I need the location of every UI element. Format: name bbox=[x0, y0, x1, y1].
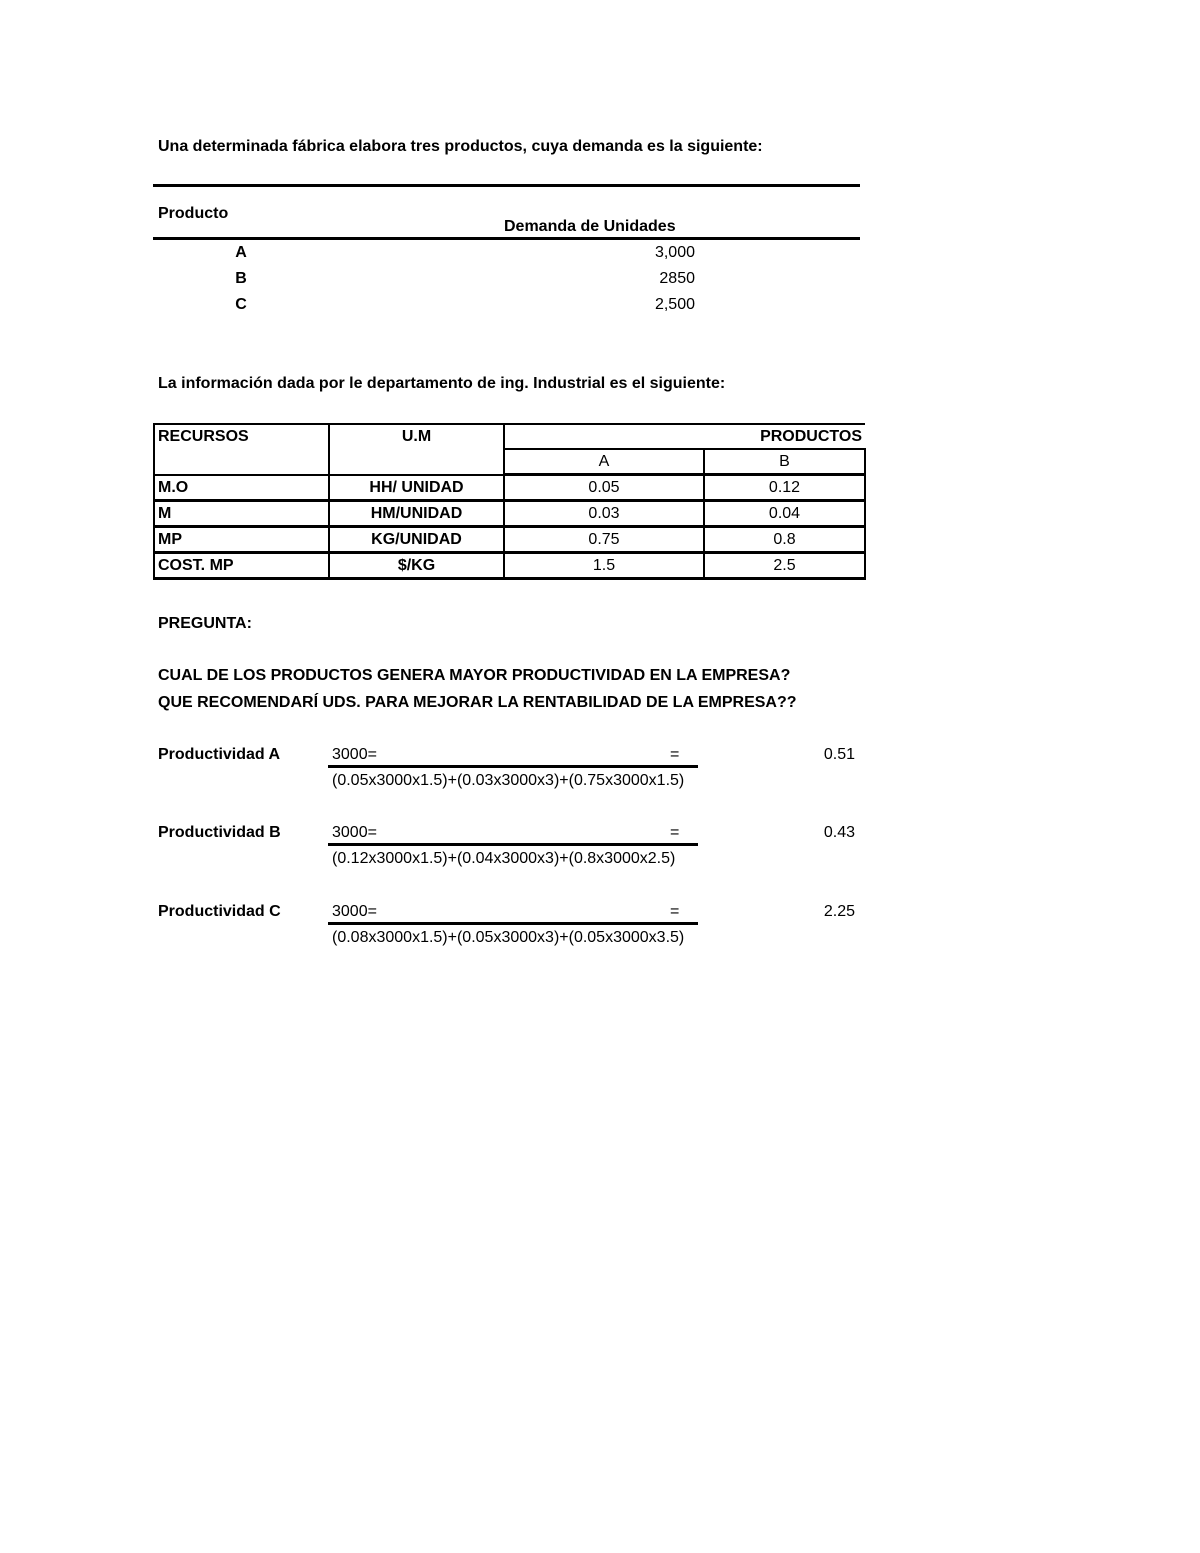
resource-a: 1.5 bbox=[504, 553, 704, 579]
demand-row-value: 2,500 bbox=[654, 296, 695, 313]
demand-table-header-rule bbox=[153, 237, 860, 240]
productivity-denominator: (0.08x3000x1.5)+(0.05x3000x3)+(0.05x3000x3.5) bbox=[332, 929, 685, 946]
productivity-result: 2.25 bbox=[823, 903, 855, 920]
productivity-numerator: 3000= bbox=[332, 903, 377, 920]
productivity-label: Productividad C bbox=[158, 903, 281, 920]
resource-b: 0.12 bbox=[704, 475, 865, 501]
resource-name: M.O bbox=[154, 475, 329, 501]
productivity-equals: = bbox=[670, 903, 680, 920]
question-line-1: CUAL DE LOS PRODUCTOS GENERA MAYOR PRODUCTIVIDAD EN LA EMPRESA? bbox=[158, 667, 791, 684]
resources-table bbox=[153, 423, 866, 580]
resource-b: 2.5 bbox=[704, 553, 865, 579]
demand-table-top-rule bbox=[153, 184, 860, 187]
productivity-equals: = bbox=[670, 824, 680, 841]
fraction-line bbox=[328, 843, 698, 846]
subheader-a: A bbox=[504, 449, 704, 475]
productivity-result: 0.43 bbox=[823, 824, 855, 841]
productivity-numerator: 3000= bbox=[332, 746, 377, 763]
resource-a: 0.05 bbox=[504, 475, 704, 501]
header-um: U.M bbox=[329, 424, 504, 475]
intro-text: Una determinada fábrica elabora tres productos, cuya demanda es la siguiente: bbox=[158, 138, 763, 155]
resource-um: HM/UNIDAD bbox=[329, 501, 504, 527]
productivity-result: 0.51 bbox=[823, 746, 855, 763]
demand-row-value: 3,000 bbox=[654, 244, 695, 261]
fraction-line bbox=[328, 765, 698, 768]
demand-row-product: A bbox=[235, 244, 247, 261]
productivity-label: Productividad B bbox=[158, 824, 281, 841]
resource-a: 0.75 bbox=[504, 527, 704, 553]
productivity-denominator: (0.05x3000x1.5)+(0.03x3000x3)+(0.75x3000x1.5) bbox=[332, 772, 685, 789]
subheader-b: B bbox=[704, 449, 865, 475]
productivity-label: Productividad A bbox=[158, 746, 281, 763]
productivity-equals: = bbox=[670, 746, 680, 763]
header-resources: RECURSOS bbox=[154, 424, 329, 475]
resource-name: M bbox=[154, 501, 329, 527]
resource-um: KG/UNIDAD bbox=[329, 527, 504, 553]
resource-um: $/KG bbox=[329, 553, 504, 579]
header-products: PRODUCTOS bbox=[504, 424, 865, 449]
question-line-2: QUE RECOMENDARÍ UDS. PARA MEJORAR LA RENTABILIDAD DE LA EMPRESA?? bbox=[158, 694, 797, 711]
resource-a: 0.03 bbox=[504, 501, 704, 527]
resource-name: MP bbox=[154, 527, 329, 553]
productivity-numerator: 3000= bbox=[332, 824, 377, 841]
productivity-denominator: (0.12x3000x1.5)+(0.04x3000x3)+(0.8x3000x2.5) bbox=[332, 850, 676, 867]
demand-row-value: 2850 bbox=[659, 270, 695, 287]
resource-b: 0.04 bbox=[704, 501, 865, 527]
demand-row-product: B bbox=[235, 270, 247, 287]
resource-name: COST. MP bbox=[154, 553, 329, 579]
demand-row-product: C bbox=[235, 296, 247, 313]
info-text: La información dada por le departamento de ing. Industrial es el siguiente: bbox=[158, 375, 726, 392]
question-label: PREGUNTA: bbox=[158, 615, 252, 632]
resource-um: HH/ UNIDAD bbox=[329, 475, 504, 501]
resource-b: 0.8 bbox=[704, 527, 865, 553]
demand-header-demand: Demanda de Unidades bbox=[504, 218, 676, 235]
fraction-line bbox=[328, 922, 698, 925]
demand-header-product: Producto bbox=[158, 205, 229, 222]
